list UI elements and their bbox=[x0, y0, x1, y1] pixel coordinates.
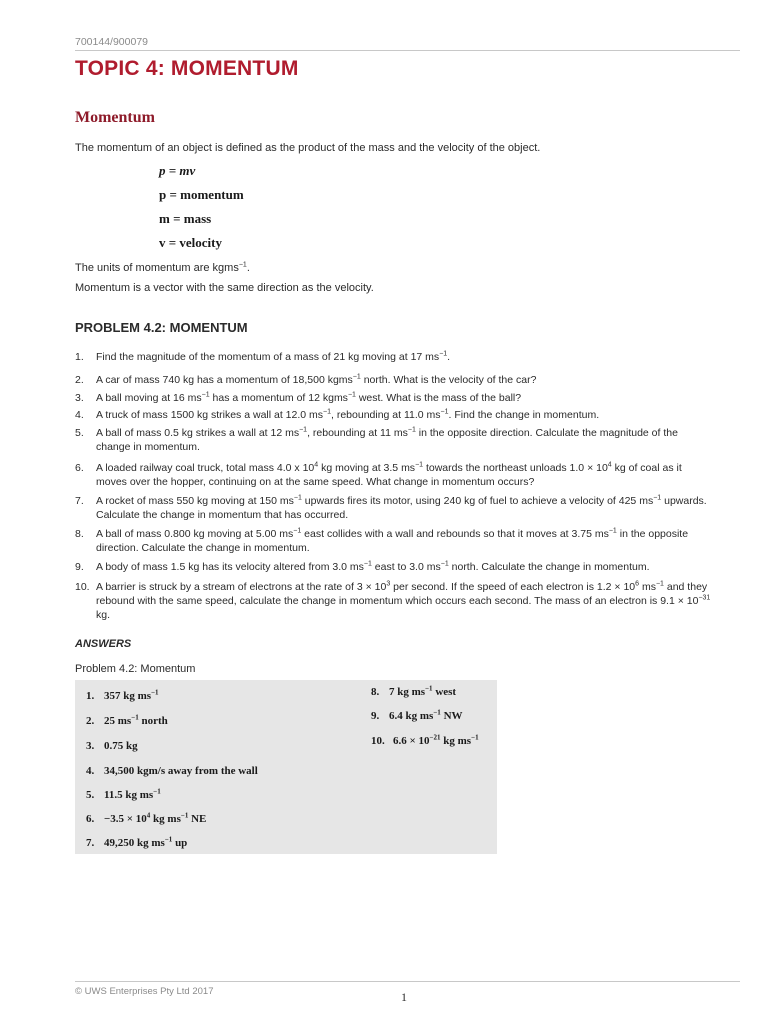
answer-item bbox=[86, 690, 159, 702]
equation-v-definition: v = velocity bbox=[159, 235, 223, 250]
problem-text: A body of mass 1.5 kg has its velocity altered from 3.0 $ms^{-1}$ east to 3.0 $ms^{-1}$ north. Calculate the change in momentum. bbox=[96, 560, 650, 573]
answers-heading: ANSWERS bbox=[75, 638, 132, 650]
answer-item bbox=[86, 715, 168, 727]
footer-copyright: © UWS Enterprises Pty Ltd 2017 bbox=[75, 986, 214, 997]
problem-number: 1. bbox=[75, 351, 84, 363]
answer-number: 10. bbox=[371, 735, 385, 747]
problem-heading: PROBLEM 4.2: MOMENTUM bbox=[75, 320, 248, 335]
answer-item bbox=[371, 710, 463, 722]
answer-text: 49,250 kg $ms^{-1}$ up bbox=[104, 835, 188, 849]
problem-item bbox=[75, 373, 715, 387]
problem-number: 6. bbox=[75, 462, 84, 474]
answer-item bbox=[86, 789, 161, 801]
answer-text: 6.4 kg $ms^{-1}$ NW bbox=[389, 708, 463, 722]
footer-divider bbox=[75, 981, 740, 982]
equation-main: p = mv bbox=[159, 163, 196, 178]
answer-number: 2. bbox=[86, 715, 95, 727]
answer-text: 34,500 kgm/s away from the wall bbox=[104, 765, 258, 777]
units-paragraph: The units of momentum are kgms$^{-1}$. bbox=[75, 261, 250, 274]
problem-item bbox=[75, 580, 715, 622]
problem-text: A ball moving at 16 $ms^{-1}$ has a momentum of 12 kgms$^{-1}$ west. What is the mass of the ball? bbox=[96, 391, 522, 404]
problem-text: A ball of mass 0.5 kg strikes a wall at 12 $ms^{-1}$, rebounding at 11 $ms^{-1}$ in the opposite direction. Calculate the magnitude of the change in momentum. bbox=[96, 426, 678, 453]
answer-number: 8. bbox=[371, 686, 380, 698]
problem-number: 7. bbox=[75, 495, 84, 507]
problem-text: A truck of mass 1500 kg strikes a wall at 12.0 $ms^{-1}$, rebounding at 11.0 $ms^{-1}$. Find the change in momentum. bbox=[96, 408, 600, 421]
answer-number: 4. bbox=[86, 765, 95, 777]
answer-item bbox=[86, 813, 206, 825]
problem-item bbox=[75, 494, 715, 522]
equation-m-definition: m = mass bbox=[159, 211, 212, 226]
problem-number: 5. bbox=[75, 427, 84, 439]
answer-number: 5. bbox=[86, 789, 95, 801]
section-heading: Momentum bbox=[75, 109, 155, 126]
answer-item bbox=[86, 765, 258, 777]
equation-p-definition: p = momentum bbox=[159, 187, 244, 202]
answer-item bbox=[86, 837, 187, 849]
document-code: 700144/900079 bbox=[75, 36, 148, 48]
problem-text: A loaded railway coal truck, total mass 4.0 x $10^4$ kg moving at 3.5 $ms^{-1}$ towards the northeast unloads $1.0 \times 10^4$ kg of coal as it moves over the hopper, continuing on at the same speed. What change in momentum occurs? bbox=[96, 461, 682, 488]
problem-text: A ball of mass 0.800 kg moving at 5.00 $ms^{-1}$ east collides with a wall and rebounds so that it moves at 3.75 $ms^{-1}$ in the opposite direction. Calculate the change in momentum. bbox=[96, 527, 689, 554]
problem-item bbox=[75, 350, 715, 364]
problem-number: 3. bbox=[75, 392, 84, 404]
vector-paragraph: Momentum is a vector with the same direction as the velocity. bbox=[75, 282, 374, 294]
answers-subheading: Problem 4.2: Momentum bbox=[75, 663, 196, 675]
answer-item bbox=[371, 735, 479, 747]
problem-number: 9. bbox=[75, 561, 84, 573]
answer-item bbox=[86, 740, 138, 752]
problem-item bbox=[75, 461, 715, 489]
answer-number: 9. bbox=[371, 710, 380, 722]
answer-text: 7 kg $ms^{-1}$ west bbox=[389, 684, 457, 698]
problem-item bbox=[75, 391, 715, 405]
answer-item bbox=[371, 686, 456, 698]
page-title: TOPIC 4: MOMENTUM bbox=[75, 57, 299, 80]
problem-item bbox=[75, 426, 715, 454]
page-number: 1 bbox=[401, 990, 407, 1004]
problem-item bbox=[75, 560, 715, 574]
problem-number: 10. bbox=[75, 581, 90, 593]
answer-text: $6.6 \times 10^{-21}$ kg $ms^{-1}$ bbox=[393, 733, 479, 747]
answer-text: $-3.5 \times 10^4$ kg $ms^{-1}$ NE bbox=[104, 811, 207, 825]
problem-number: 4. bbox=[75, 409, 84, 421]
intro-paragraph: The momentum of an object is defined as the product of the mass and the velocity of the object. bbox=[75, 142, 541, 154]
answer-number: 7. bbox=[86, 837, 95, 849]
header-divider bbox=[75, 50, 740, 51]
problem-text: A car of mass 740 kg has a momentum of 18,500 kgms$^{-1}$ north. What is the velocity of the car? bbox=[96, 373, 537, 386]
answer-number: 6. bbox=[86, 813, 95, 825]
answer-number: 3. bbox=[86, 740, 95, 752]
problem-text: A barrier is struck by a stream of electrons at the rate of $3 \times 10^3$ per second. If the speed of each electron is $1.2 \times 10^6$ $ms^{-1}$ and they rebound with the same speed, calculate the change in momentum which occurs each second. The mass of an electron is $9.1 \times 10^{-31}$ kg. bbox=[96, 580, 711, 621]
problem-item bbox=[75, 408, 715, 422]
answer-text: 11.5 kg $ms^{-1}$ bbox=[104, 787, 161, 801]
answer-text: 357 kg $ms^{-1}$ bbox=[104, 688, 159, 702]
answer-text: 0.75 kg bbox=[104, 740, 138, 752]
answer-text: 25 $ms^{-1}$ north bbox=[104, 713, 168, 727]
problem-text: A rocket of mass 550 kg moving at 150 $ms^{-1}$ upwards fires its motor, using 240 kg of fuel to achieve a velocity of 425 $ms^{-1}$ upwards. Calculate the change in momentum that has occurred. bbox=[96, 494, 707, 521]
problem-number: 2. bbox=[75, 374, 84, 386]
problem-item bbox=[75, 527, 715, 555]
problem-number: 8. bbox=[75, 528, 84, 540]
problem-text: Find the magnitude of the momentum of a mass of 21 kg moving at 17 $ms^{-1}$. bbox=[96, 350, 451, 363]
answer-number: 1. bbox=[86, 690, 95, 702]
